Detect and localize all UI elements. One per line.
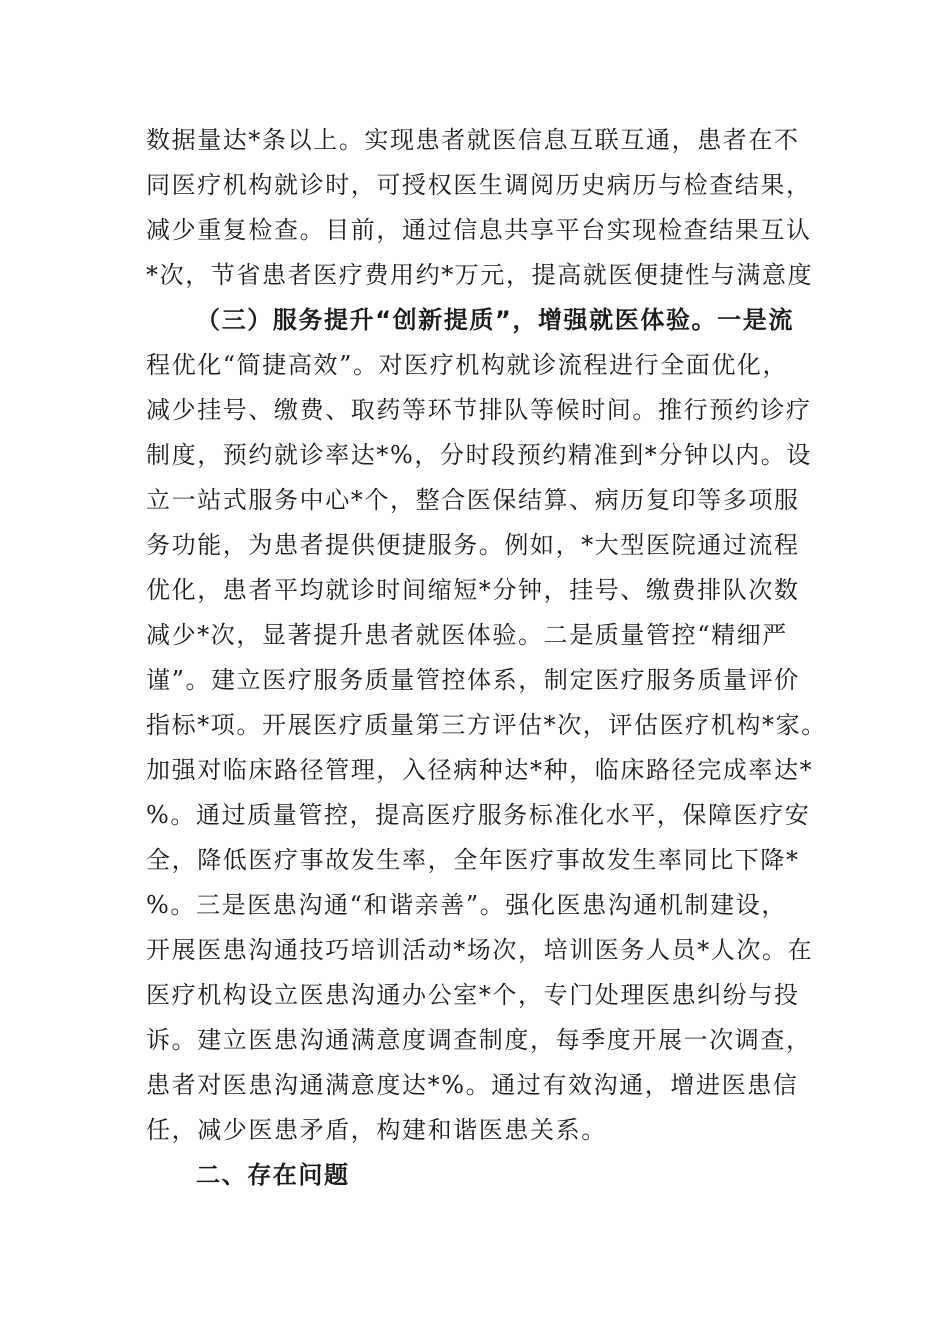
- paragraph-line: 开展医患沟通技巧培训活动*场次，培训医务人员*人次。在: [146, 936, 814, 964]
- paragraph-line: 同医疗机构就诊时，可授权医生调阅历史病历与检查结果，: [146, 171, 812, 199]
- paragraph-line: 谨”。建立医疗服务质量管控体系，制定医疗服务质量评价: [146, 666, 800, 694]
- paragraph-line: 任，减少医患矛盾，构建和谐医患关系。: [146, 1116, 607, 1144]
- paragraph-line: %。通过质量管控，提高医疗服务标准化水平，保障医疗安: [146, 801, 811, 829]
- section-heading: 二、存在问题: [196, 1161, 350, 1189]
- paragraph-line: 诉。建立医患沟通满意度调查制度，每季度开展一次调查，: [146, 1026, 812, 1054]
- paragraph-line: 制度，预约就诊率达*%，分时段预约精准到*分钟以内。设: [146, 441, 813, 469]
- paragraph-line: 务功能，为患者提供便捷服务。例如，*大型医院通过流程: [146, 531, 800, 559]
- paragraph-line: 指标*项。开展医疗质量第三方评估*次，评估医疗机构*家。: [146, 711, 827, 739]
- paragraph-line: 程优化“简捷高效”。对医疗机构就诊流程进行全面优化，: [146, 351, 789, 379]
- paragraph-line: 加强对临床路径管理，入径病种达*种，临床路径完成率达*: [146, 756, 814, 784]
- subsection-heading-line: （三）服务提升“创新提质”，增强就医体验。一是流: [196, 306, 794, 334]
- paragraph-line: 优化，患者平均就诊时间缩短*分钟，挂号、缴费排队次数: [146, 576, 800, 604]
- paragraph-line: *次，节省患者医疗费用约*万元，提高就医便捷性与满意度: [146, 261, 814, 289]
- paragraph-line: 减少*次，显著提升患者就医体验。二是质量管控“精细严: [146, 621, 788, 649]
- paragraph-line: 减少重复检查。目前，通过信息共享平台实现检查结果互认: [146, 216, 812, 244]
- paragraph-line: 患者对医患沟通满意度达*%。通过有效沟通，增进医患信: [146, 1071, 799, 1099]
- paragraph-line: %。三是医患沟通“和谐亲善”。强化医患沟通机制建设，: [146, 891, 787, 919]
- paragraph-line: 医疗机构设立医患沟通办公室*个，专门处理医患纠纷与投: [146, 981, 800, 1009]
- paragraph-line: 数据量达*条以上。实现患者就医信息互联互通，患者在不: [146, 126, 800, 154]
- paragraph-line: 全，降低医疗事故发生率，全年医疗事故发生率同比下降*: [146, 846, 800, 874]
- paragraph-line: 立一站式服务中心*个，整合医保结算、病历复印等多项服: [146, 486, 800, 514]
- paragraph-line: 减少挂号、缴费、取药等环节排队等候时间。推行预约诊疗: [146, 396, 812, 424]
